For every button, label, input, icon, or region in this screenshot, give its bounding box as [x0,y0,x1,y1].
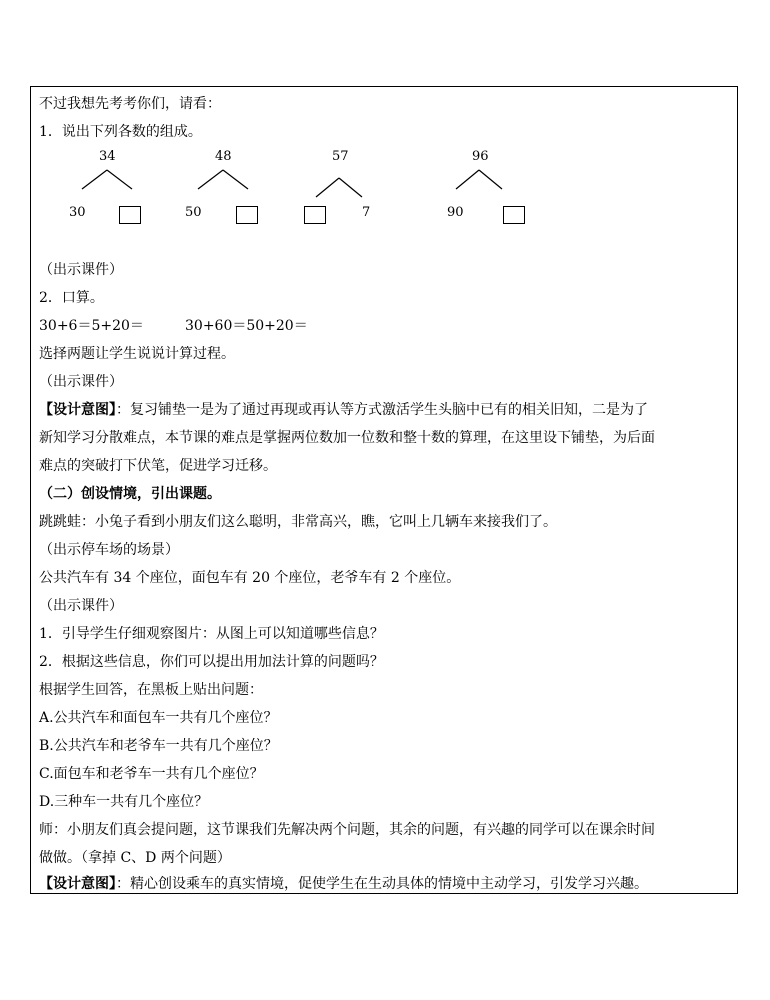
content-frame [30,86,738,894]
guide-2: 2．根据这些信息，你们可以提出用加法计算的问题吗？ [39,654,384,670]
design-intent-label: 【设计意图】 [39,402,116,418]
branch-lines [81,169,133,191]
show-courseware-3: （出示课件） [39,598,123,614]
question-d: D.三种车一共有几个座位？ [39,794,209,810]
oral-calc-b: 30+60＝50+20＝ [185,318,308,334]
branch-lines [455,169,503,191]
answer-box[interactable] [119,206,141,224]
intro-line: 不过我想先考考你们，请看： [39,96,221,112]
decomp-right-number: 7 [362,205,371,220]
teacher-line: 师：小朋友们真会提问题，这节课我们先解决两个问题，其余的问题，有兴趣的同学可以在课余时间 [39,822,655,838]
section-heading: （二）创设情境，引出课题。 [39,486,221,502]
show-courseware-1: （出示课件） [39,262,123,278]
design-intent-text: ：精心创设乘车的真实情境，促使学生在生动具体的情境中主动学习，引发学习兴趣。 [116,876,648,892]
teacher-line-2: 做做。（拿掉 C、D 两个问题） [39,850,231,866]
frog-line: 跳跳蛙：小兔子看到小朋友们这么聪明，非常高兴，瞧，它叫上几辆车来接我们了。 [39,514,557,530]
design-intent-text: ：复习铺垫一是为了通过再现或再认等方式激活学生头脑中已有的相关旧知，二是为了 [116,402,648,418]
decomp-top-number: 96 [472,149,489,164]
show-courseware-2: （出示课件） [39,374,123,390]
decomp-top-number: 34 [99,149,116,164]
decomp-top-number: 48 [215,149,232,164]
question-1: 1．说出下列各数的组成。 [39,124,202,140]
answer-box[interactable] [236,206,258,224]
branch-lines [197,169,249,191]
decomp-left-number: 30 [69,205,86,220]
choose-line: 选择两题让学生说说计算过程。 [39,346,235,362]
design-intent-2 [39,875,648,893]
question-b: B.公共汽车和老爷车一共有几个座位？ [39,738,278,754]
design-intent-1 [39,401,648,419]
answer-line: 根据学生回答，在黑板上贴出问题： [39,682,263,698]
show-parking: （出示停车场的场景） [39,542,179,558]
decomp-left-number: 90 [447,205,464,220]
answer-box[interactable] [304,206,326,224]
design-intent-label: 【设计意图】 [39,876,116,892]
guide-1: 1．引导学生仔细观察图片：从图上可以知道哪些信息？ [39,626,384,642]
answer-box[interactable] [503,206,525,224]
branch-lines [315,177,363,199]
decomp-top-number: 57 [332,149,349,164]
decomp-left-number: 50 [185,205,202,220]
question-2: 2．口算。 [39,290,104,306]
design-intent-1-line-2: 新知学习分散难点，本节课的难点是掌握两位数加一位数和整十数的算理，在这里设下铺垫，为后面 [39,430,655,446]
design-intent-1-line-3: 难点的突破打下伏笔，促进学习迁移。 [39,458,277,474]
seats-line: 公共汽车有 34 个座位，面包车有 20 个座位，老爷车有 2 个座位。 [39,570,461,586]
question-a: A.公共汽车和面包车一共有几个座位？ [39,710,278,726]
question-c: C.面包车和老爷车一共有几个座位？ [39,766,264,782]
oral-calc-a: 30+6＝5+20＝ [39,318,144,334]
